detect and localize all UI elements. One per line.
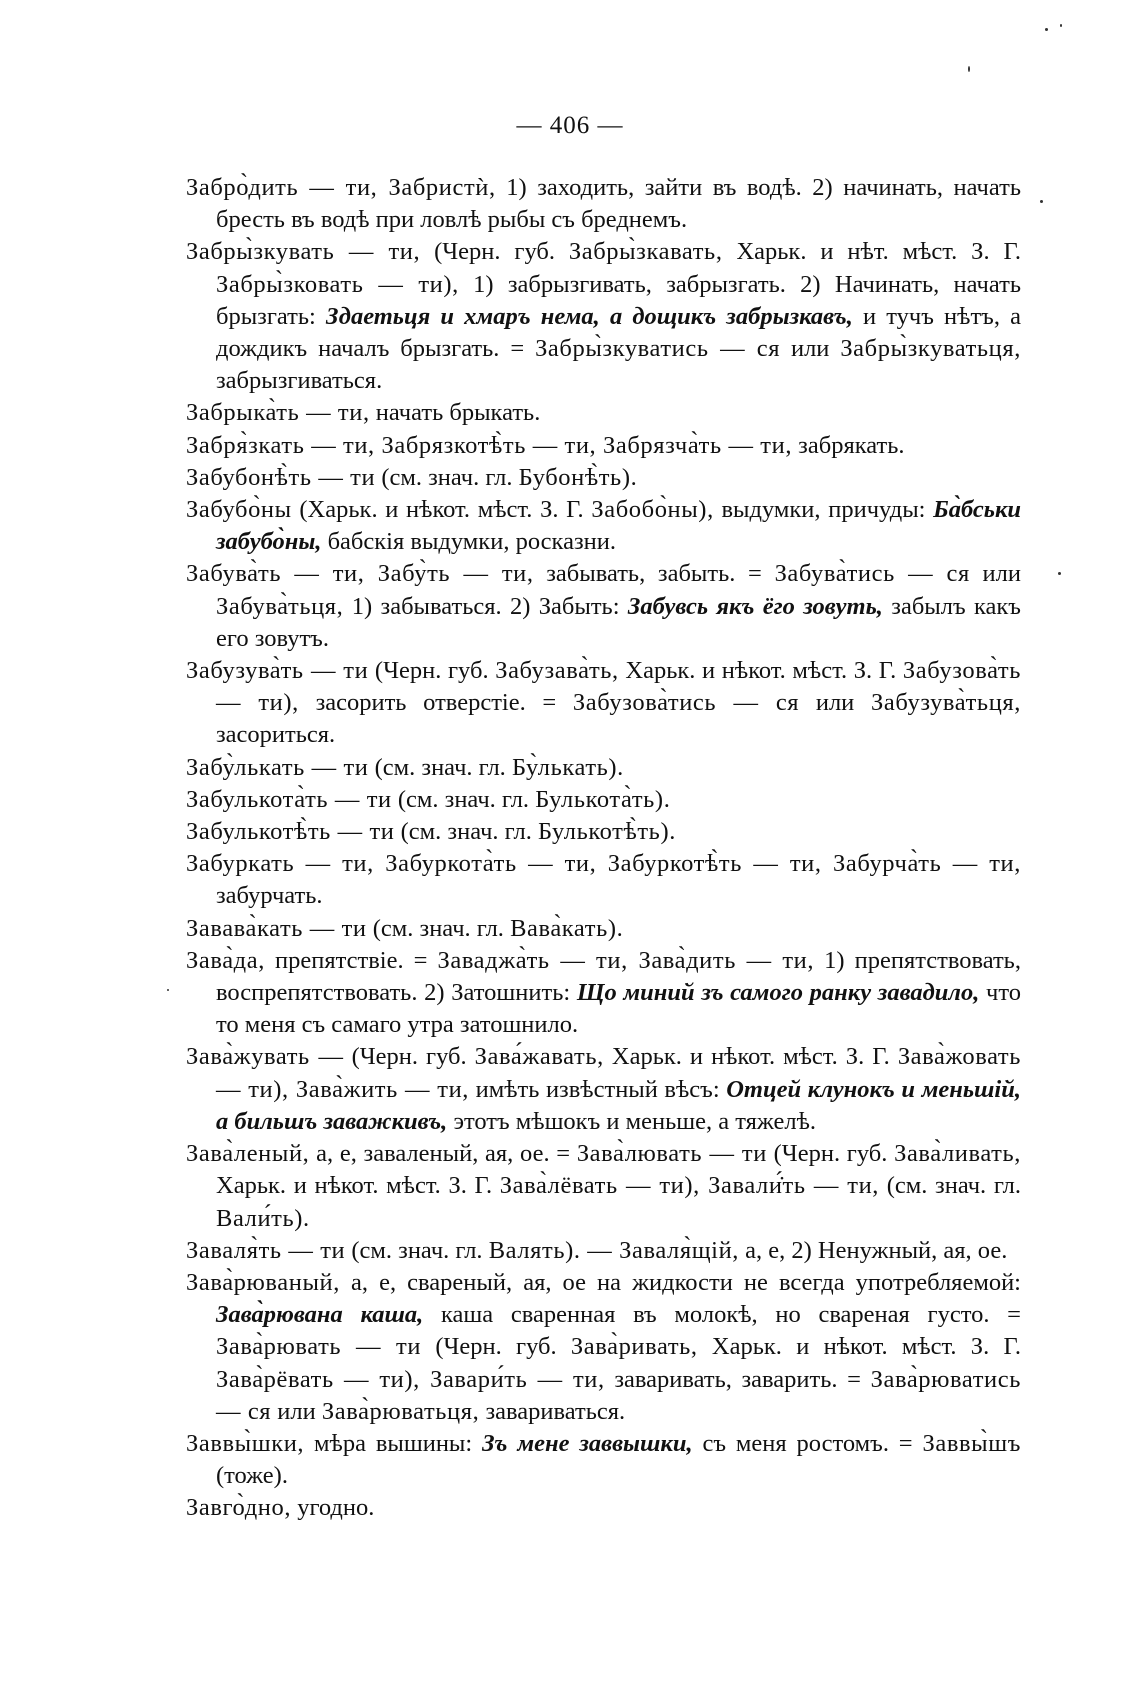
dictionary-entry — [186, 430, 1021, 462]
headword: Зава̀ривать, — [570, 1333, 698, 1361]
headword: Зава̀рювать — ти — [216, 1333, 422, 1361]
definition-text: что то меня съ самаго утра затошнило. — [216, 979, 1021, 1039]
definition-text: (Черн. губ. — [766, 1140, 895, 1168]
headword: Забры̀зкуватись — ся — [535, 335, 781, 363]
scan-speck — [167, 989, 169, 991]
definition-text: заваривать, заварить. = — [604, 1365, 871, 1393]
definition-text: и тучъ нѣтъ, а дождикъ началъ брызгать. = — [216, 302, 1021, 363]
definition-text: имѣть извѣстный вѣсъ: — [469, 1075, 727, 1103]
headword: Булькота̀ть). — [535, 785, 671, 813]
headword: Вава̀кать). — [510, 914, 624, 942]
definition-text: забывать, забыть. = — [533, 560, 775, 588]
definition-text: или — [271, 1397, 322, 1425]
definition-text: угодно. — [291, 1494, 375, 1522]
definition-text: (Харьк. и нѣкот. мѣст. З. Г. — [291, 496, 592, 524]
headword: Заввы̀шъ — [922, 1429, 1021, 1457]
dictionary-entry — [186, 397, 1021, 429]
definition-text: (Черн. губ. — [343, 1043, 475, 1071]
definition-text: 1) забрызгивать, забрызгать. 2) Начинать, начать брызгать: — [216, 270, 1021, 330]
headword: Валять). — Заваля̀щій, — [488, 1236, 740, 1264]
dictionary-entry — [186, 1041, 1021, 1138]
definition-text: этотъ мѣшокъ и меньше, а тяжелѣ. — [447, 1107, 817, 1135]
headword: Завго̀дно, — [186, 1494, 292, 1522]
definition-text: а, е, заваленый, ая, ое. = — [309, 1140, 577, 1168]
headword: Забузава̀ть, — [495, 657, 619, 685]
dictionary-entry — [186, 1267, 1021, 1428]
definition-text: бабскія выдумки, росказни. — [321, 528, 616, 556]
definition-text: 1) препятствовать, воспрепятствовать. 2) Затошнить: — [216, 946, 1021, 1007]
headword: Зава̀рюватьця, — [321, 1397, 480, 1425]
example-phrase: Здаетьця и хмаръ нема, а дощикъ забрызкавъ, — [326, 302, 853, 330]
headword: Зава̀ливать, — [894, 1140, 1021, 1168]
definition-text: 1) забываться. 2) Забыть: — [343, 592, 628, 620]
page-number: — 406 — — [516, 112, 624, 139]
definition-text: (см. знач. гл. — [391, 785, 536, 813]
headword: Забузува̀тьця, — [870, 689, 1021, 717]
headword: Зава̀лёвать — ти), Завали̇́ть — ти, — [499, 1172, 880, 1200]
scan-speck — [1058, 572, 1061, 575]
headword: Заваджа̀ть — ти, Зава̀дить — ти, — [437, 946, 815, 974]
definition-text: (см. знач. гл. — [394, 818, 538, 846]
headword: Забузува̀ть — ти — [186, 657, 369, 685]
definition-text: Харьк. и нѣкот. мѣст. З. Г. — [618, 657, 903, 685]
definition-text: забрызгиваться. — [216, 367, 383, 395]
scan-speck — [1045, 28, 1048, 31]
entry-list — [186, 172, 1021, 1525]
headword: Забузова̀тись — ся — [572, 689, 800, 717]
dictionary-entry — [186, 1138, 1021, 1235]
headword: Забубонѣ̀ть — ти — [186, 463, 376, 491]
definition-text: каша сваренная въ молокѣ, но свареная густо. = — [423, 1301, 1021, 1329]
headword: Забулькотѣ̀ть — ти — [186, 818, 395, 846]
definition-text: или — [780, 335, 841, 363]
example-phrase: Зава̀рювана каша, — [216, 1301, 424, 1329]
dictionary-entry — [186, 816, 1021, 848]
headword: Забу̀лькать — ти — [186, 753, 369, 781]
headword: Забуркать — ти, Забуркота̀ть — ти, Забуркотѣ̀ть — ти, Забурча̀ть — ти, — [186, 850, 1021, 878]
definition-text: а, е, 2) Ненужный, ая, ое. — [739, 1236, 1008, 1264]
definition-text: съ меня ростомъ. = — [692, 1429, 923, 1457]
definition-text: или — [969, 560, 1021, 588]
headword: Заваля̀ть — ти — [186, 1236, 346, 1264]
dictionary-entry — [186, 848, 1021, 912]
definition-text: (Черн. губ. — [368, 657, 496, 685]
definition-text: забурчать. — [216, 882, 323, 910]
definition-text: а, е, свареный, ая, ое на жидкости не всегда употребляемой: — [339, 1268, 1021, 1296]
headword: Забры̀зкавать, — [568, 238, 723, 266]
headword: Булькотѣ̀ть). — [537, 818, 676, 846]
headword: Забро̀дить — ти, Забристѝ, — [186, 174, 496, 201]
headword: Зава̀леный, — [186, 1140, 310, 1168]
definition-text: (тоже). — [216, 1462, 288, 1490]
headword: Зава̀лювать — ти — [576, 1140, 767, 1168]
definition-text: (Черн. губ. — [420, 238, 569, 266]
headword: Забува̀ть — ти, Забу̀ть — ти, — [186, 560, 534, 588]
definition-text: (см. знач. гл. — [375, 463, 519, 491]
headword: Завава̀кать — ти — [186, 914, 367, 942]
headword: Забобо̀ны), — [591, 496, 714, 524]
headword: Забузова̀ть — ти), — [216, 657, 1022, 717]
definition-text: забрякать. — [792, 431, 905, 459]
example-phrase: Що миний зъ самого ранку завадило, — [576, 979, 980, 1007]
example-phrase: Отцей клунокъ и меньшій, а бильшъ заважкивъ, — [216, 1075, 1021, 1135]
dictionary-entry — [186, 494, 1021, 558]
definition-text: завариваться. — [479, 1397, 626, 1425]
definition-text: или — [799, 689, 871, 717]
headword: Зава̀жовать — ти), Зава̀жить — ти, — [216, 1043, 1022, 1103]
dictionary-entry — [186, 236, 1021, 397]
dictionary-entry — [186, 752, 1021, 784]
headword: Зава̀рёвать — ти), Завари́ть — ти, — [216, 1365, 605, 1393]
example-phrase: Ба̀бськи забубо̀ны, — [216, 496, 1021, 556]
dictionary-entry — [186, 558, 1021, 655]
headword: Забрыка̀ть — ти, — [186, 399, 370, 427]
scan-speck — [1060, 24, 1062, 27]
scan-speck — [968, 66, 970, 72]
example-phrase: Забувсь якъ ёго зовуть, — [627, 592, 883, 620]
headword: Забры̀зковать — ти), — [216, 270, 459, 298]
headword: Зава̀да, — [186, 946, 265, 974]
headword: Зава̀рюваный, — [186, 1268, 340, 1296]
definition-text: Харьк. и нѣкот. мѣст. З. Г. — [697, 1333, 1022, 1361]
headword: Забря̀зкать — ти, Забрязкотѣ̀ть — ти, Забрязча̀ть — ти, — [186, 431, 793, 459]
definition-text: Харьк. и нѣкот. мѣст. З. Г. — [603, 1043, 898, 1071]
dictionary-entry — [186, 655, 1021, 752]
headword: Забува̀тьця, — [216, 592, 344, 620]
headword: Зава̀жувать — — [186, 1043, 344, 1071]
scan-speck — [1040, 200, 1043, 203]
dictionary-entry — [186, 913, 1021, 945]
headword: Забры̀зкувать — ти, — [186, 238, 421, 266]
dictionary-entry — [186, 1235, 1021, 1267]
definition-text: мѣра вышины: — [304, 1429, 483, 1457]
dictionary-entry — [186, 945, 1021, 1042]
dictionary-entry — [186, 1428, 1021, 1492]
dictionary-entry — [186, 1492, 1021, 1524]
definition-text: Харьк. и нѣт. мѣст. З. Г. — [722, 238, 1021, 266]
definition-text: засориться. — [216, 721, 336, 749]
headword: Забубо̀ны — [186, 496, 292, 524]
definition-text: (см. знач. гл. — [368, 753, 512, 781]
definition-text: (см. знач. гл. — [345, 1236, 489, 1264]
headword: Заввы̀шки, — [186, 1429, 305, 1457]
headword: Забулькота̀ть — ти — [186, 785, 392, 813]
headword: Вали́ть). — [216, 1204, 310, 1232]
definition-text: (см. знач. гл. — [366, 914, 511, 942]
definition-text: препятствіе. = — [264, 946, 438, 974]
definition-text: 1) заходить, зайти въ водѣ. 2) начинать, начать бресть въ водѣ при ловлѣ рыбы съ бреднемъ. — [216, 174, 1022, 234]
definition-text: выдумки, причуды: — [713, 496, 934, 524]
dictionary-entry — [186, 172, 1021, 236]
example-phrase: Зъ мене заввышки, — [482, 1429, 693, 1457]
definition-text: засорить отверстіе. = — [298, 689, 573, 717]
definition-text: (см. знач. гл. — [879, 1172, 1021, 1200]
definition-text: начать брыкать. — [369, 399, 541, 427]
headword: Зава́жавать, — [474, 1043, 604, 1071]
definition-text: (Черн. губ. — [421, 1333, 571, 1361]
dictionary-entry — [186, 784, 1021, 816]
definition-text: забылъ какъ его зовутъ. — [216, 592, 1021, 652]
headword: Бубонѣ̀ть). — [518, 463, 638, 491]
headword: Забува̀тись — ся — [774, 560, 970, 588]
definition-text: Харьк. и нѣкот. мѣст. З. Г. — [216, 1172, 500, 1200]
headword: Зава̀рюватись — ся — [216, 1365, 1021, 1425]
dictionary-entry — [186, 462, 1021, 494]
headword: Бу̀лькать). — [511, 753, 624, 781]
headword: Забры̀зкуватьця, — [840, 335, 1021, 363]
